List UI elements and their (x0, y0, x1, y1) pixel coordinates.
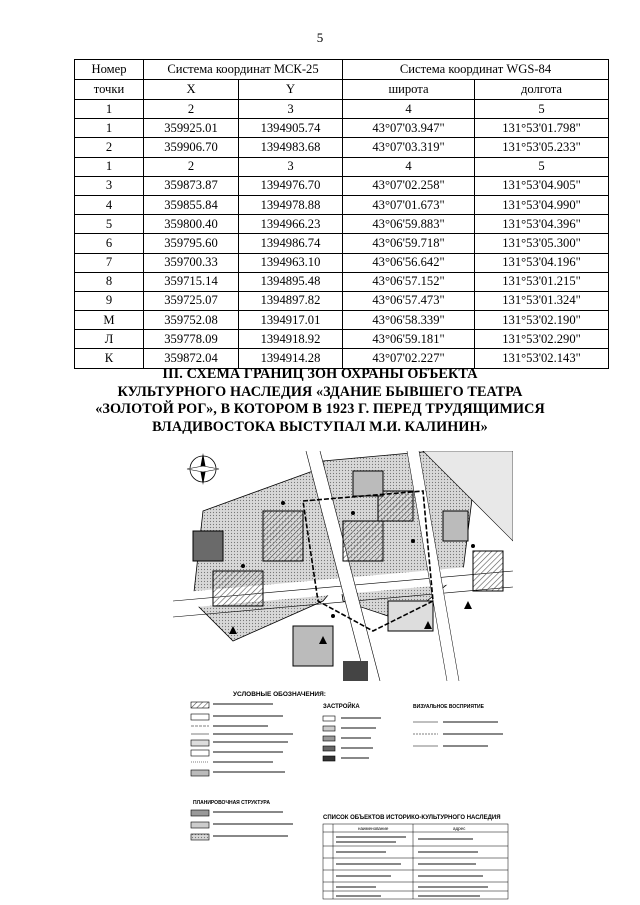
cell-lat: 4 (343, 100, 475, 119)
table-header-row-1 (75, 60, 609, 80)
cell-x: 359715.14 (144, 272, 239, 291)
table-row (75, 311, 609, 330)
page-number: 5 (316, 30, 324, 45)
cell-y: 3 (239, 100, 343, 119)
cell-lon: 131°53'04.990" (475, 195, 609, 214)
cell-lon: 5 (475, 157, 609, 176)
cell-n: 4 (75, 195, 144, 214)
cell-lon: 131°53'04.905" (475, 176, 609, 195)
header-lon: долгота (475, 80, 609, 100)
table-row (75, 291, 609, 310)
cell-n: 1 (75, 100, 144, 119)
cell-x: 359800.40 (144, 215, 239, 234)
cell-n: Л (75, 330, 144, 349)
cell-lat: 43°07'02.258" (343, 176, 475, 195)
cell-x: 2 (144, 100, 239, 119)
list-col-addr: адрес (453, 826, 466, 831)
map-legend (173, 686, 513, 901)
cell-lat: 43°07'03.947" (343, 119, 475, 138)
header-wgs: Система координат WGS-84 (343, 60, 609, 80)
cell-y: 1394978.88 (239, 195, 343, 214)
header-point-number: Номер (75, 60, 144, 80)
cell-lon: 131°53'04.196" (475, 253, 609, 272)
cell-y: 1394905.74 (239, 119, 343, 138)
header-lat: широта (343, 80, 475, 100)
cell-lon: 131°53'02.290" (475, 330, 609, 349)
cell-lat: 43°06'59.718" (343, 234, 475, 253)
cell-n: 1 (75, 119, 144, 138)
legend-planning-title: ПЛАНИРОВОЧНАЯ СТРУКТУРА (193, 800, 270, 806)
legend-list-title: СПИСОК ОБЪЕКТОВ ИСТОРИКО-КУЛЬТУРНОГО НАСЛЕДИЯ (323, 815, 501, 821)
cell-y: 1394983.68 (239, 138, 343, 157)
cell-lat: 43°07'03.319" (343, 138, 475, 157)
cell-x: 359700.33 (144, 253, 239, 272)
heading-line: ВЛАДИВОСТОКА ВЫСТУПАЛ М.И. КАЛИНИН» (152, 418, 488, 435)
header-x: X (144, 80, 239, 100)
cell-lon: 131°53'05.233" (475, 138, 609, 157)
cell-x: 359795.60 (144, 234, 239, 253)
header-y: Y (239, 80, 343, 100)
cell-y: 1394963.10 (239, 253, 343, 272)
cell-x: 359778.09 (144, 330, 239, 349)
cell-lon: 131°53'01.798" (475, 119, 609, 138)
cell-x: 359925.01 (144, 119, 239, 138)
coordinates-table (74, 59, 609, 369)
cell-x: 359855.84 (144, 195, 239, 214)
cell-n: 7 (75, 253, 144, 272)
cell-n: 2 (75, 138, 144, 157)
cell-y: 1394976.70 (239, 176, 343, 195)
legend-visual-title: ВИЗУАЛЬНОЕ ВОСПРИЯТИЕ (413, 704, 484, 710)
cell-lat: 43°07'01.673" (343, 195, 475, 214)
cell-y: 1394897.82 (239, 291, 343, 310)
table-header-row-2 (75, 80, 609, 100)
legend-buildings-title: ЗАСТРОЙКА (323, 704, 360, 710)
cell-lat: 43°06'57.473" (343, 291, 475, 310)
cell-n: 6 (75, 234, 144, 253)
cell-y: 1394918.92 (239, 330, 343, 349)
header-msk: Система координат МСК-25 (144, 60, 343, 80)
cell-lon: 131°53'02.143" (475, 349, 609, 368)
table-row (75, 272, 609, 291)
cell-x: 359725.07 (144, 291, 239, 310)
cell-lon: 131°53'01.215" (475, 272, 609, 291)
cell-x: 359872.04 (144, 349, 239, 368)
section-heading (60, 366, 580, 436)
cell-lat: 43°06'56.642" (343, 253, 475, 272)
table-row (75, 215, 609, 234)
heading-line: КУЛЬТУРНОГО НАСЛЕДИЯ «ЗДАНИЕ БЫВШЕГО ТЕАТРА (117, 383, 523, 400)
cell-n: 3 (75, 176, 144, 195)
cell-y: 1394895.48 (239, 272, 343, 291)
cell-y: 1394914.28 (239, 349, 343, 368)
protection-zones-map (173, 451, 513, 681)
cell-lat: 43°06'58.339" (343, 311, 475, 330)
cell-lon: 131°53'01.324" (475, 291, 609, 310)
cell-n: К (75, 349, 144, 368)
table-row (75, 119, 609, 138)
cell-lat: 4 (343, 157, 475, 176)
cell-lon: 131°53'02.190" (475, 311, 609, 330)
cell-n: 9 (75, 291, 144, 310)
cell-y: 1394917.01 (239, 311, 343, 330)
table-row (75, 176, 609, 195)
cell-lon: 131°53'05.300" (475, 234, 609, 253)
cell-lon: 5 (475, 100, 609, 119)
cell-x: 359752.08 (144, 311, 239, 330)
cell-y: 1394966.23 (239, 215, 343, 234)
cell-lat: 43°06'57.152" (343, 272, 475, 291)
cell-x: 359906.70 (144, 138, 239, 157)
cell-n: 5 (75, 215, 144, 234)
cell-n: 8 (75, 272, 144, 291)
table-row (75, 253, 609, 272)
table-row (75, 195, 609, 214)
cell-lon: 131°53'04.396" (475, 215, 609, 234)
cell-x: 359873.87 (144, 176, 239, 195)
cell-lat: 43°07'02.227" (343, 349, 475, 368)
cell-x: 2 (144, 157, 239, 176)
cell-y: 1394986.74 (239, 234, 343, 253)
heading-line: «ЗОЛОТОЙ РОГ», В КОТОРОМ В 1923 Г. ПЕРЕД ТРУДЯЩИМИСЯ (95, 401, 545, 417)
header-point: точки (75, 80, 144, 100)
table-row (75, 330, 609, 349)
cell-lat: 43°06'59.181" (343, 330, 475, 349)
table-row (75, 157, 609, 176)
cell-lat: 43°06'59.883" (343, 215, 475, 234)
legend-title: УСЛОВНЫЕ ОБОЗНАЧЕНИЯ: (233, 691, 326, 698)
table-row (75, 234, 609, 253)
heading-line: III. СХЕМА ГРАНИЦ ЗОН ОХРАНЫ ОБЪЕКТА (162, 366, 478, 382)
cell-n: М (75, 311, 144, 330)
table-row (75, 100, 609, 119)
cell-y: 3 (239, 157, 343, 176)
list-col-name: наименование (358, 826, 389, 831)
cell-n: 1 (75, 157, 144, 176)
table-row (75, 138, 609, 157)
